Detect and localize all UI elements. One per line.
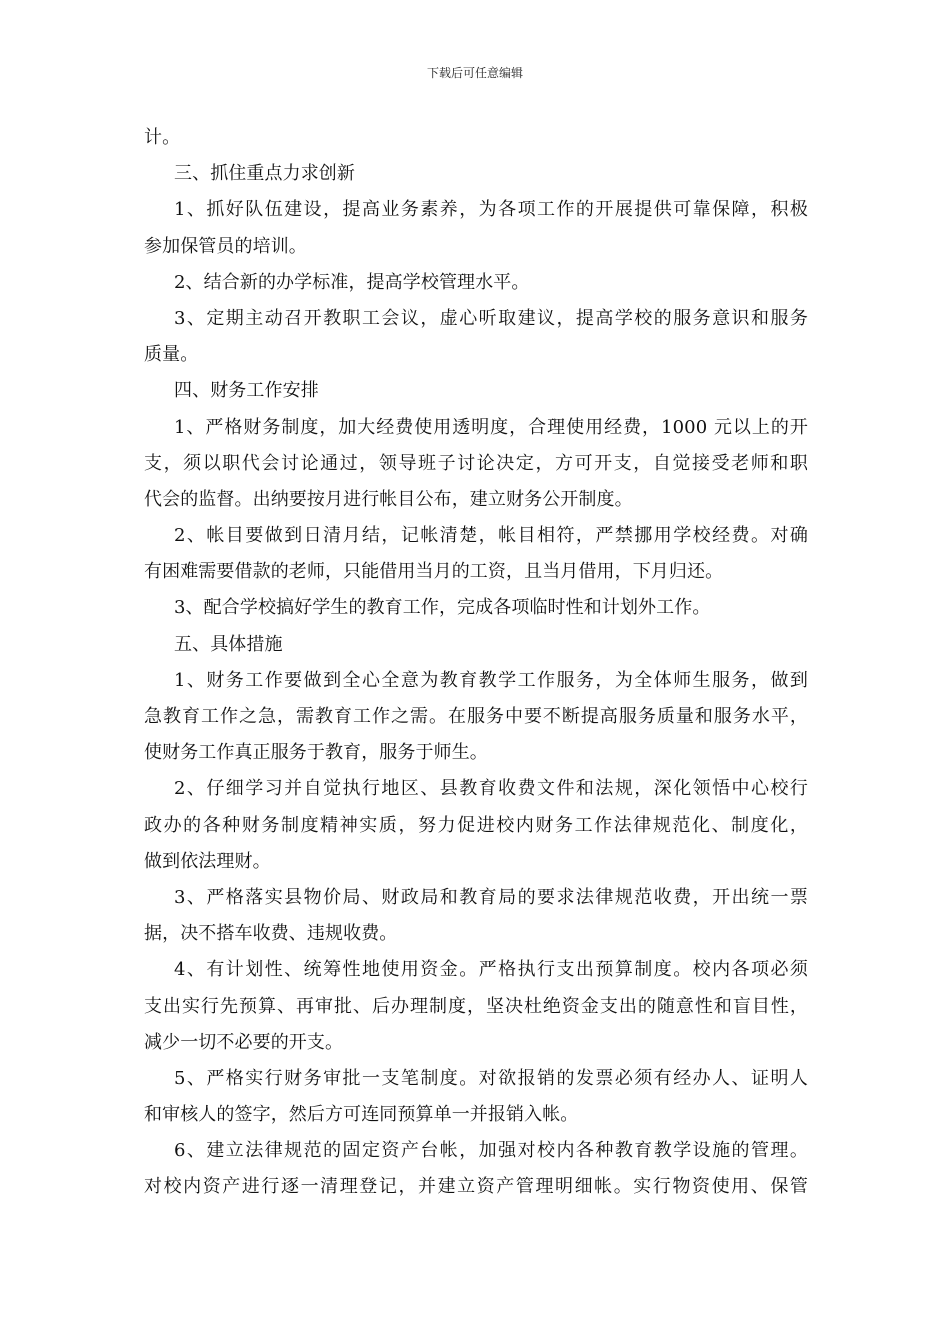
text-line: 2、帐目要做到日清月结，记帐清楚，帐目相符，严禁挪用学校经费。对确 <box>174 525 808 547</box>
text-line: 使财务工作真正服务于教育，服务于师生。 <box>144 742 488 764</box>
text-line: 参加保管员的培训。 <box>144 235 307 257</box>
text-line: 2、结合新的办学标准，提高学校管理水平。 <box>174 271 530 293</box>
text-line: 五、具体措施 <box>174 633 283 655</box>
text-line: 2、仔细学习并自觉执行地区、县教育收费文件和法规，深化领悟中心校行 <box>174 778 808 800</box>
text-line: 支出实行先预算、再审批、后办理制度，坚决杜绝资金支出的随意性和盲目性， <box>144 995 808 1017</box>
page-header: 下载后可任意编辑 <box>426 66 523 80</box>
text-line: 1、抓好队伍建设，提高业务素养，为各项工作的开展提供可靠保障，积极 <box>174 199 808 221</box>
text-line: 计。 <box>144 127 181 148</box>
text-line: 政办的各种财务制度精神实质，努力促进校内财务工作法律规范化、制度化， <box>144 814 808 836</box>
text-line: 6、建立法律规范的固定资产台帐，加强对校内各种教育教学设施的管理。 <box>174 1140 808 1162</box>
text-line: 有困难需要借款的老师，只能借用当月的工资，且当月借用，下月归还。 <box>144 561 724 583</box>
text-line: 据，决不搭车收费、违规收费。 <box>144 923 398 945</box>
text-line: 和审核人的签字，然后方可连同预算单一并报销入帐。 <box>144 1104 579 1126</box>
text-line: 3、定期主动召开教职工会议，虚心听取建议，提高学校的服务意识和服务 <box>174 307 808 329</box>
text-line: 对校内资产进行逐一清理登记，并建立资产管理明细帐。实行物资使用、保管 <box>144 1176 808 1198</box>
text-line: 5、严格实行财务审批一支笔制度。对欲报销的发票必须有经办人、证明人 <box>174 1067 808 1089</box>
text-line: 急教育工作之急，需教育工作之需。在服务中要不断提高服务质量和服务水平， <box>144 706 808 727</box>
text-line: 三、抓住重点力求创新 <box>174 163 355 185</box>
text-line: 3、配合学校搞好学生的教育工作，完成各项临时性和计划外工作。 <box>174 597 711 619</box>
text-line: 减少一切不必要的开支。 <box>144 1031 344 1053</box>
text-line: 4、有计划性、统筹性地使用资金。严格执行支出预算制度。校内各项必须 <box>174 959 808 981</box>
text-line: 1、严格财务制度，加大经费使用透明度，合理使用经费，1000 元以上的开 <box>174 416 808 438</box>
document-body <box>144 120 808 1206</box>
text-line: 质量。 <box>144 344 199 366</box>
text-line: 做到依法理财。 <box>144 850 271 872</box>
text-line: 四、财务工作安排 <box>174 380 319 402</box>
text-line: 支，须以职代会讨论通过，领导班子讨论决定，方可开支，自觉接受老师和职 <box>144 452 808 474</box>
text-line: 代会的监督。出纳要按月进行帐目公布，建立财务公开制度。 <box>144 488 633 510</box>
text-line: 3、严格落实县物价局、财政局和教育局的要求法律规范收费，开出统一票 <box>174 886 808 908</box>
text-line: 1、财务工作要做到全心全意为教育教学工作服务，为全体师生服务，做到 <box>174 669 808 691</box>
